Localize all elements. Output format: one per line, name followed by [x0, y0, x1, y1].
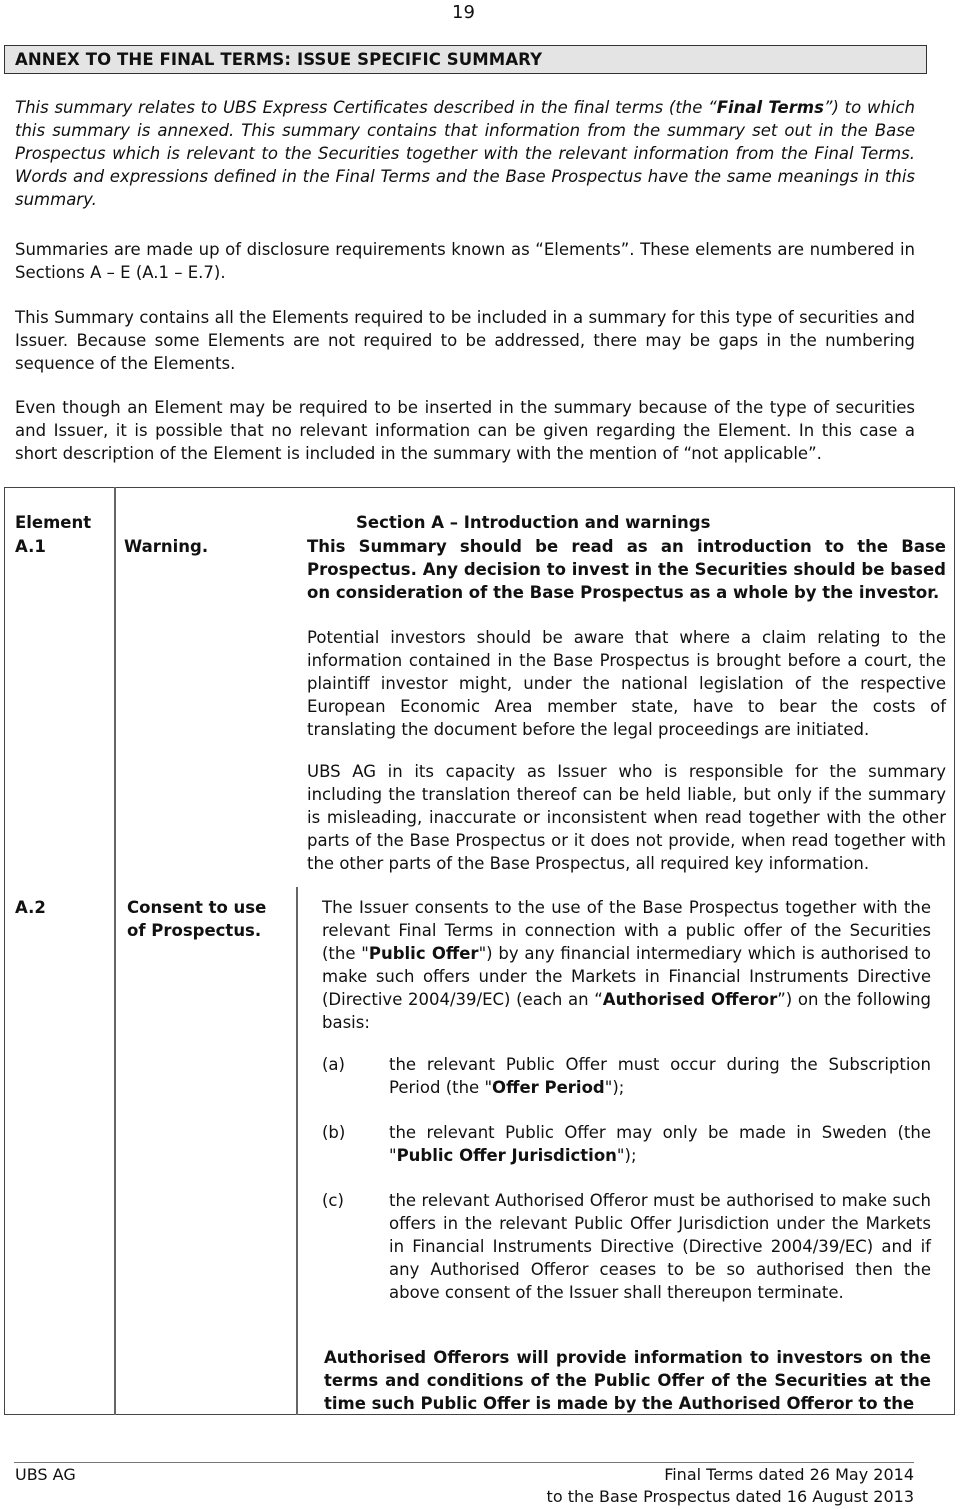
- a1-warning-text: This Summary should be read as an introduction to the Base Prospectus. Any decision to invest in the Securities should be based on consideration of the Base Prospectus as a whole by the investor.: [307, 537, 946, 602]
- page-number: 19: [452, 2, 475, 23]
- annex-title: ANNEX TO THE FINAL TERMS: ISSUE SPECIFIC SUMMARY: [4, 45, 927, 74]
- element-header: Element: [15, 513, 92, 532]
- list-item-b-num: (b): [322, 1123, 346, 1142]
- a2-closing-text: Authorised Offerors will provide information to investors on the terms and conditions of the Public Offer of the Securities at the time such Public Offer is made by the Authorised Offeror to the: [324, 1348, 931, 1413]
- footer-final-terms-date: Final Terms dated 26 May 2014: [664, 1465, 914, 1484]
- section-title: Section A – Introduction and warnings: [356, 513, 711, 532]
- a1-paragraph-2: Potential investors should be aware that where a claim relating to the information contained in the Base Prospectus is brought before a court, the plaintiff investor might, under the national legislation of the respective European Economic Area member state, have to bear the costs of translating the document before the legal proceedings are initiated.: [307, 628, 946, 739]
- footer-issuer: UBS AG: [15, 1465, 76, 1484]
- list-item-a: the relevant Public Offer must occur during the Subscription Period (the "Offer Period");: [389, 1055, 931, 1097]
- list-item-a-num: (a): [322, 1055, 345, 1074]
- a1-paragraph-3: UBS AG in its capacity as Issuer who is responsible for the summary including the translation thereof can be held liable, but only if the summary is misleading, inaccurate or inconsistent when read together with the other parts of the Base Prospectus or it does not provide, when read together with the other parts of the Base Prospectus, all required key information.: [307, 762, 946, 873]
- list-item-c-num: (c): [322, 1191, 344, 1210]
- table-divider: [114, 487, 116, 1415]
- a1-id: A.1: [15, 537, 46, 556]
- footer-base-prospectus-date: to the Base Prospectus dated 16 August 2013: [546, 1487, 914, 1506]
- intro-paragraph-1: This summary relates to UBS Express Certificates described in the final terms (the “Final Terms”) to which this summary is annexed. This summary contains that information from the summary set out in the Base Prospectus which is relevant to the Securities together with the relevant information from the Final Terms. Words and expressions defined in the Final Terms and the Base Prospectus have the same meanings in this summary.: [15, 98, 916, 209]
- intro-paragraph-3: This Summary contains all the Elements required to be included in a summary for this type of securities and Issuer. Because some Elements are not required to be addressed, there may be gaps in the numbering sequence of the Elements.: [15, 308, 915, 373]
- a2-label: Consent to use of Prospectus.: [127, 898, 267, 940]
- intro-paragraph-2: Summaries are made up of disclosure requirements known as “Elements”. These elements are numbered in Sections A – E (A.1 – E.7).: [15, 240, 915, 282]
- list-item-b: the relevant Public Offer may only be made in Sweden (the "Public Offer Jurisdiction");: [389, 1123, 931, 1165]
- a2-id: A.2: [15, 898, 46, 917]
- intro-paragraph-4: Even though an Element may be required to be inserted in the summary because of the type of securities and Issuer, it is possible that no relevant information can be given regarding the Element. In this case a short description of the Element is included in the summary with the mention of “not applicable”.: [15, 398, 915, 463]
- footer-rule: [14, 1462, 914, 1463]
- list-item-c: the relevant Authorised Offeror must be authorised to make such offers in the relevant Public Offer Jurisdiction under the Markets in Financial Instruments Directive (Directive 2004/39/EC) and if any Authorised Offeror ceases to be so authorised then the above consent of the Issuer shall thereupon terminate.: [389, 1191, 931, 1302]
- a1-label: Warning.: [124, 537, 209, 556]
- a2-paragraph-1: The Issuer consents to the use of the Base Prospectus together with the relevant Final Terms in connection with a public offer of the Securities (the "Public Offer") by any financial intermediary which is authorised to make such offers under the Markets in Financial Instruments Directive (Directive 2004/39/EC) (each an “Authorised Offeror”) on the following basis:: [322, 898, 932, 1032]
- table-divider-2: [296, 887, 298, 1415]
